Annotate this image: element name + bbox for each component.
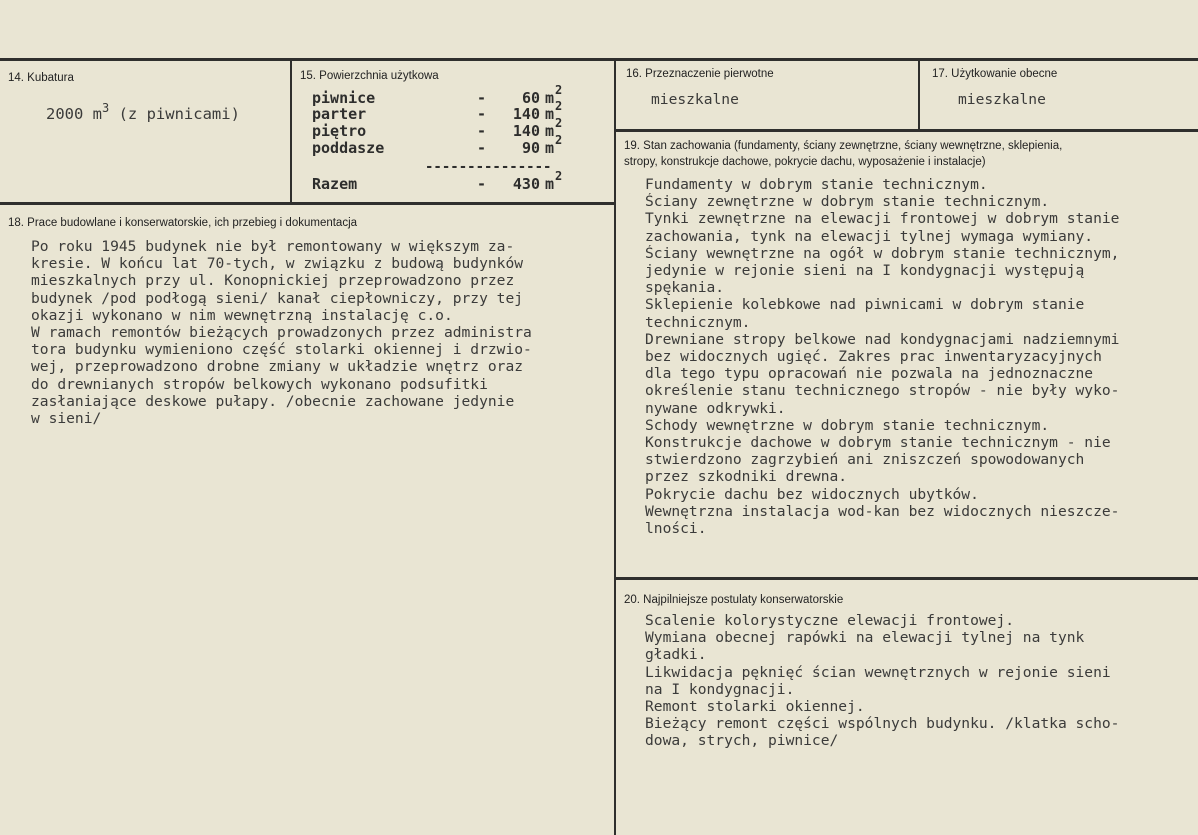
- area-unit-exponent: 2: [555, 99, 563, 113]
- area-unit-exponent: 2: [555, 133, 563, 147]
- typed-line: kresie. W końcu lat 70-tych, w związku z budową budynków: [31, 255, 524, 273]
- area-value: 430: [512, 175, 540, 193]
- typed-line: Wewnętrzna instalacja wod-kan bez widocznych nieszcze-: [645, 502, 1120, 520]
- typed-line: Tynki zewnętrzne na elewacji frontowej w dobrym stanie: [645, 210, 1120, 228]
- area-unit: m: [545, 105, 555, 123]
- typed-line: Pokrycie dachu bez widocznych ubytków.: [645, 485, 979, 503]
- typed-line: budynek /pod podłogą sieni/ kanał ciepłowniczy, przy tej: [31, 289, 524, 307]
- typed-line: Fundamenty w dobrym stanie technicznym.: [645, 176, 988, 193]
- przeznaczenie-value: mieszkalne: [651, 91, 739, 108]
- area-value: 140: [512, 105, 540, 123]
- area-name: parter: [312, 105, 367, 123]
- kubatura-unit: m: [92, 105, 103, 123]
- uzytkowanie-label: 17. Użytkowanie obecne: [932, 68, 1058, 80]
- area-unit-exponent: 2: [555, 169, 563, 183]
- typed-line: gładki.: [645, 646, 707, 664]
- typed-line: Remont stolarki okiennej.: [645, 698, 865, 715]
- area-dash: -: [477, 105, 487, 123]
- area-name: piwnice: [312, 89, 376, 107]
- typed-line: zachowania, tynk na elewacji tylnej wymaga wymiany.: [645, 227, 1094, 245]
- area-unit: m: [545, 122, 555, 140]
- typed-line: okazji wykonano w nim wewnętrzną instalację c.o.: [31, 306, 453, 324]
- przeznaczenie-label: 16. Przeznaczenie pierwotne: [626, 68, 774, 80]
- kubatura-number: 2000: [46, 105, 84, 123]
- area-dash: -: [477, 139, 487, 157]
- row-divider-left: [0, 202, 616, 205]
- typed-line: Ściany zewnętrzne w dobrym stanie technicznym.: [645, 193, 1050, 211]
- kubatura-label: 14. Kubatura: [8, 72, 74, 84]
- area-unit: m: [545, 175, 555, 193]
- typed-line: Likwidacja pęknięć ścian wewnętrznych w rejonie sieni: [645, 663, 1111, 681]
- typed-line: nywane odkrywki.: [645, 399, 786, 417]
- area-dash: -: [477, 122, 487, 140]
- row-divider-right-mid: [616, 577, 1198, 580]
- row-divider-right-top: [616, 129, 1198, 132]
- area-unit-exponent: 2: [555, 116, 563, 130]
- typed-line: Bieżący remont części wspólnych budynku. /klatka scho-: [645, 715, 1120, 733]
- typed-line: W ramach remontów bieżących prowadzonych przez administra: [31, 324, 532, 341]
- typed-line: dla tego typu opracowań nie pozwala na jednoznaczne: [645, 365, 1094, 383]
- area-dash: -: [477, 175, 487, 193]
- area-value: 140: [512, 122, 540, 140]
- area-unit-exponent: 2: [555, 83, 563, 97]
- typed-line: przez szkodniki drewna.: [645, 468, 848, 486]
- typed-line: bez widocznych ugięć. Zakres prac inwentaryzacyjnych: [645, 348, 1102, 365]
- postulaty-label: 20. Najpilniejsze postulaty konserwatorskie: [624, 594, 844, 606]
- typed-line: Drewniane stropy belkowe nad kondygnacjami nadziemnymi: [645, 330, 1120, 348]
- uzytkowanie-value: mieszkalne: [958, 91, 1046, 108]
- typed-line: Scalenie kolorystyczne elewacji frontowej.: [645, 612, 1015, 629]
- typed-line: stwierdzono zagrzybień ani zniszczeń spowodowanych: [645, 451, 1085, 469]
- typed-line: lności.: [645, 520, 707, 537]
- top-border-line: [0, 58, 1198, 61]
- typed-line: Po roku 1945 budynek nie był remontowany w większym za-: [31, 238, 515, 255]
- stan-zachowania-label-line1: 19. Stan zachowania (fundamenty, ściany zewnętrzne, ściany wewnętrzne, sklepienia,: [624, 140, 1063, 152]
- area-name: poddasze: [312, 139, 385, 157]
- typed-line: tora budynku wymieniono część stolarki okiennej i drzwio-: [31, 341, 532, 359]
- area-unit: m: [545, 89, 555, 107]
- typed-line: technicznym.: [645, 313, 751, 331]
- kubatura-exponent: 3: [102, 101, 110, 115]
- typed-line: dowa, strych, piwnice/: [645, 732, 839, 750]
- typed-line: Wymiana obecnej rapówki na elewacji tylnej na tynk: [645, 629, 1085, 647]
- typed-line: na I kondygnacji.: [645, 680, 795, 698]
- typed-line: określenie stanu technicznego stropów - nie były wyko-: [645, 382, 1120, 400]
- prace-budowlane-label: 18. Prace budowlane i konserwatorskie, ich przebieg i dokumentacja: [8, 217, 358, 229]
- typed-line: spękania.: [645, 279, 725, 297]
- typed-line: do drewnianych stropów belkowych wykonano podsufitki: [31, 375, 488, 393]
- area-unit: m: [545, 139, 555, 157]
- typed-line: w sieni/: [31, 410, 102, 427]
- area-name: piętro: [312, 122, 367, 140]
- typed-line: Konstrukcje dachowe w dobrym stanie technicznym - nie: [645, 434, 1111, 451]
- typed-line: jedynie w rejonie sieni na I kondygnacji występują: [645, 262, 1085, 279]
- column-divider-main: [614, 58, 616, 835]
- typed-line: Ściany wewnętrzne na ogół w dobrym stanie technicznym,: [645, 244, 1120, 262]
- area-dash: -: [477, 89, 487, 107]
- typed-line: Sklepienie kolebkowe nad piwnicami w dobrym stanie: [645, 296, 1085, 314]
- area-name: Razem: [312, 175, 358, 193]
- column-divider-16-17: [918, 58, 920, 131]
- stan-zachowania-label-line2: stropy, konstrukcje dachowe, pokrycie dachu, wyposażenie i instalacje): [624, 156, 986, 168]
- area-separator: ---------------: [425, 159, 552, 175]
- typed-line: mieszkalnych przy ul. Konopnickiej przeprowadzono przez: [31, 272, 515, 290]
- kubatura-note: (z piwnicami): [118, 105, 240, 123]
- area-value: 90: [521, 139, 540, 157]
- typed-line: zasłaniające deskowe pułapy. /obecnie zachowane jedynie: [31, 392, 515, 410]
- area-value: 60: [521, 89, 540, 107]
- typed-line: wej, przeprowadzono drobne zmiany w układzie wnętrz oraz: [31, 358, 524, 376]
- typed-line: Schody wewnętrzne w dobrym stanie technicznym.: [645, 416, 1050, 434]
- powierzchnia-label: 15. Powierzchnia użytkowa: [300, 70, 439, 82]
